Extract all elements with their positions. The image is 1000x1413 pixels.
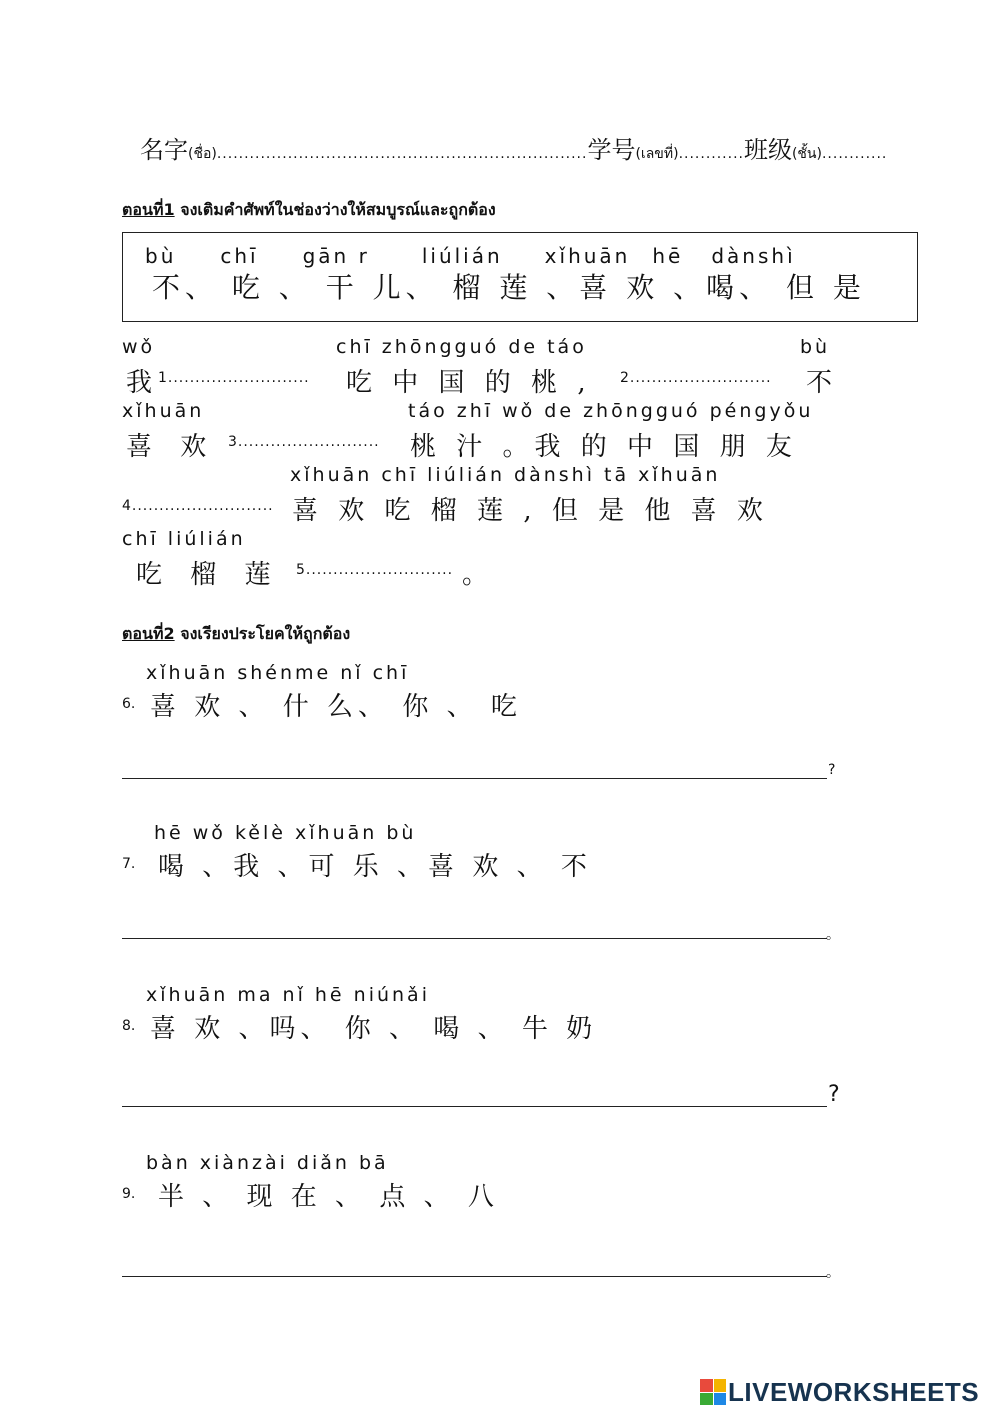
part1-title-text: จงเติมคำศัพท์ในช่องว่างให้สมบูรณ์และถูกต้อง xyxy=(174,200,496,219)
s4-hanzi: 吃 榴 莲 xyxy=(136,560,281,590)
number-label-thai: (เลขที่) xyxy=(635,146,679,162)
q9-hanzi: 半 、 现 在 、 点 、 八 xyxy=(158,1182,499,1212)
bank-pinyin-bu: bù xyxy=(145,244,177,268)
s2-pinyin-rest: táo zhī wǒ de zhōngguó péngyǒu xyxy=(408,400,814,422)
q9-end-mark: 。 xyxy=(826,1265,840,1281)
q8-pinyin: xǐhuān ma nǐ hē niúnǎi xyxy=(146,984,430,1006)
s3-pinyin: xǐhuān chī liúlián dànshì tā xǐhuān xyxy=(290,464,721,486)
s1-hanzi-bu: 不 xyxy=(806,368,833,398)
q8-end-mark: ? xyxy=(828,1082,840,1107)
class-label: 班级 xyxy=(743,136,792,164)
part1-title xyxy=(122,198,496,223)
name-label: 名字 xyxy=(140,136,188,164)
blank-5[interactable]: 5........................... xyxy=(296,562,454,578)
q7-answer-line[interactable] xyxy=(122,938,827,939)
s1-pinyin-wo: wǒ xyxy=(122,336,156,358)
q8-hanzi: 喜 欢 、吗、 你 、 喝 、 牛 奶 xyxy=(150,1014,598,1044)
part2-title xyxy=(122,622,350,647)
q7-hanzi: 喝 、我 、可 乐 、喜 欢 、 不 xyxy=(158,852,592,882)
s4-pinyin: chī liúlián xyxy=(122,528,246,550)
number-label: 学号 xyxy=(587,136,636,164)
logo-square-blue xyxy=(714,1393,727,1406)
part2-title-text: จงเรียงประโยคให้ถูกต้อง xyxy=(174,624,351,643)
s1-pinyin-mid: chī zhōngguó de táo xyxy=(336,336,587,358)
q9-pinyin: bàn xiànzài diǎn bā xyxy=(146,1152,389,1174)
q9-number: 9. xyxy=(122,1186,136,1202)
liveworksheets-logo-icon xyxy=(700,1379,726,1405)
q7-pinyin: hē wǒ kělè xǐhuān bù xyxy=(154,822,417,844)
s2-hanzi-rest: 桃 汁 。我 的 中 国 朋 友 xyxy=(410,432,798,462)
q9-answer-line[interactable] xyxy=(122,1276,827,1277)
class-field[interactable]: ............ xyxy=(821,146,888,162)
number-field[interactable]: ............ xyxy=(678,146,744,162)
q7-end-mark: 。 xyxy=(826,927,840,943)
blank-4[interactable]: 4.......................... xyxy=(122,498,274,514)
name-row xyxy=(140,130,887,165)
class-label-thai: (ชั้น) xyxy=(791,146,822,162)
part2-title-prefix: ตอนที่2 xyxy=(122,624,175,643)
blank-3[interactable]: 3.......................... xyxy=(228,434,380,450)
bank-pinyin-chi: chī xyxy=(220,244,259,268)
s3-hanzi: 喜 欢 吃 榴 莲 , 但 是 他 喜 欢 xyxy=(292,496,769,526)
s1-hanzi-wo: 我 xyxy=(126,368,153,398)
s2-pinyin-xihuan: xǐhuān xyxy=(122,400,205,422)
logo-square-yellow xyxy=(714,1379,727,1392)
word-bank-pinyin xyxy=(145,244,796,268)
q6-hanzi: 喜 欢 、 什 么、 你 、 吃 xyxy=(150,692,522,722)
s1-pinyin-bu: bù xyxy=(800,336,831,358)
name-field[interactable]: .................................................................... xyxy=(216,146,588,162)
bank-pinyin-danshi: dànshì xyxy=(711,244,796,268)
name-label-thai: (ชื่อ) xyxy=(188,146,217,162)
part1-title-prefix: ตอนที่1 xyxy=(122,200,175,219)
s1-hanzi-mid: 吃 中 国 的 桃 , xyxy=(346,368,592,398)
blank-1[interactable]: 1.......................... xyxy=(158,370,310,386)
q6-number: 6. xyxy=(122,696,136,712)
bank-pinyin-xihuan: xǐhuān xyxy=(544,244,631,268)
q8-number: 8. xyxy=(122,1018,136,1034)
blank-2[interactable]: 2.......................... xyxy=(620,370,772,386)
bank-pinyin-ganr: gān r xyxy=(302,244,370,268)
q6-end-mark: ? xyxy=(828,762,836,778)
s4-hanzi-end: 。 xyxy=(462,560,489,590)
q7-number: 7. xyxy=(122,856,136,872)
q8-answer-line[interactable] xyxy=(122,1106,827,1107)
q6-answer-line[interactable] xyxy=(122,778,827,779)
logo-square-red xyxy=(700,1379,713,1392)
liveworksheets-logo xyxy=(700,1378,979,1406)
bank-pinyin-he: hē xyxy=(652,244,684,268)
s2-hanzi-xihuan: 喜 欢 xyxy=(126,432,217,462)
liveworksheets-brand-text: LIVEWORKSHEETS xyxy=(728,1376,980,1407)
bank-pinyin-liulian: liúlián xyxy=(421,244,503,268)
q6-pinyin: xǐhuān shénme nǐ chī xyxy=(146,662,410,684)
word-bank-hanzi: 不、 吃 、 干 儿、 榴 莲 、喜 欢 、喝、 但 是 xyxy=(152,271,866,304)
logo-square-green xyxy=(700,1393,713,1406)
